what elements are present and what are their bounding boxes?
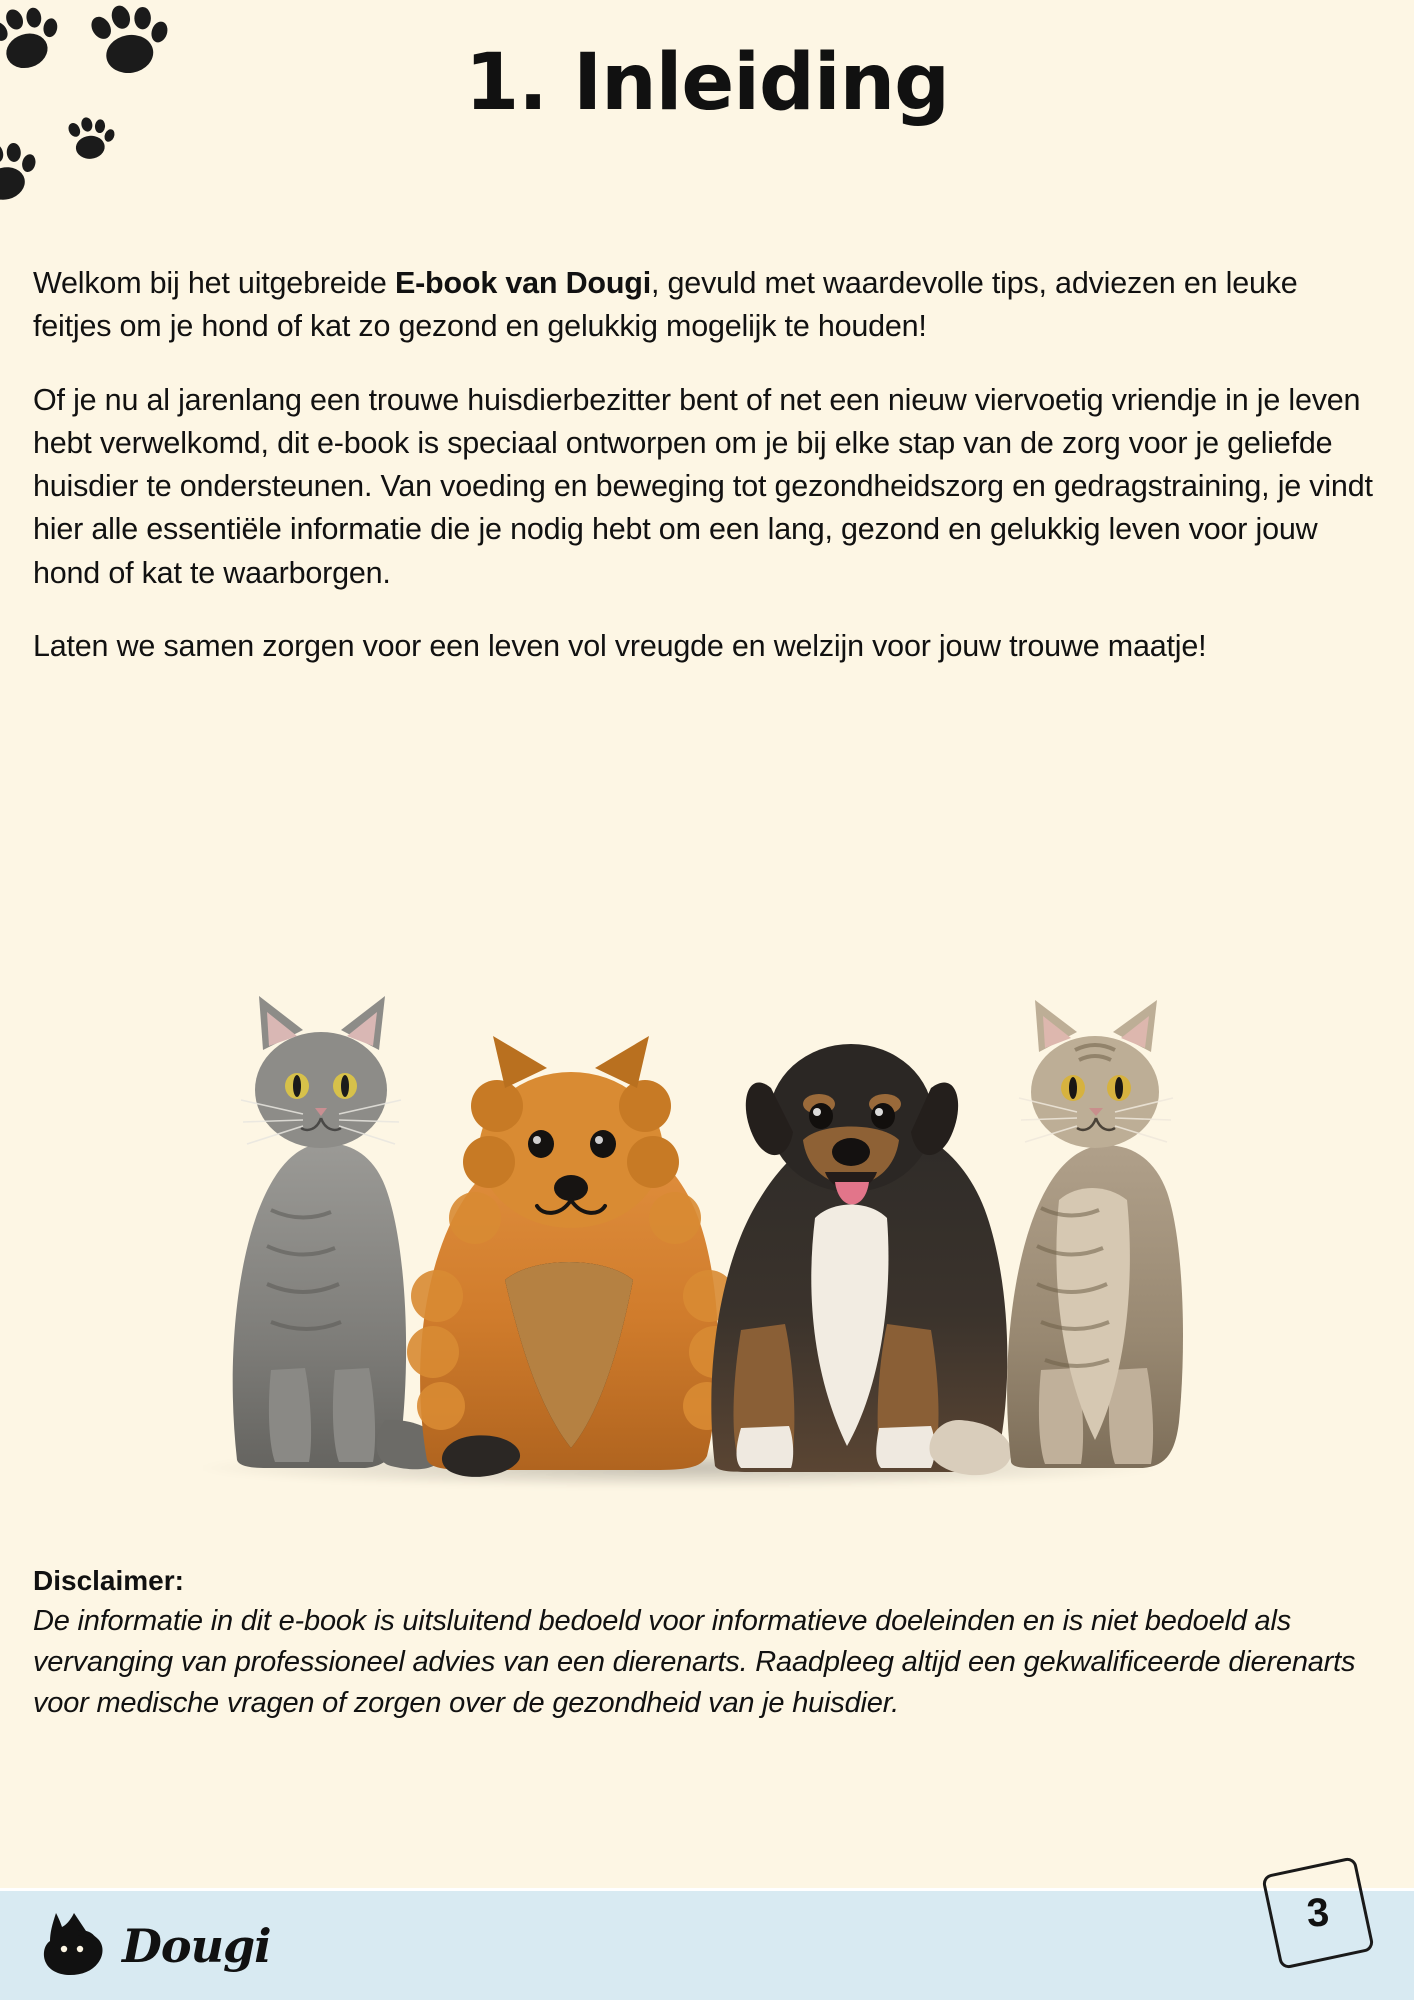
- paragraph-intro-before: Welkom bij het uitgebreide: [33, 266, 395, 300]
- tabby-cat: [1007, 1000, 1183, 1468]
- paragraph-intro: [33, 262, 1383, 349]
- page-number-badge: [1270, 1865, 1366, 1961]
- page-title: 1. Inleiding: [465, 38, 949, 128]
- pets-illustration: [175, 900, 1185, 1500]
- dog-logo-icon: [38, 1905, 116, 1986]
- paragraph-intro-bold: E-book van Dougi: [394, 266, 651, 300]
- disclaimer: [33, 1565, 1363, 1725]
- paragraph-intro-after: , gevuld met waardevolle tips, adviezen en leuke feitjes om je hond of kat zo gezond en gelukkig mogelijk te houden!: [33, 266, 1298, 344]
- body-text: [33, 262, 1383, 668]
- brand: [38, 1905, 271, 1986]
- page-footer: [0, 1888, 1414, 2000]
- disclaimer-text: De informatie in dit e-book is uitsluitend bedoeld voor informatieve doeleinden en is niet bedoeld als vervanging van professioneel advies van een dierenarts. Raadpleeg altijd een gekwalificeerde dierenarts voor medische vragen of zorgen over de gezondheid van je huisdier.: [33, 1605, 1356, 1720]
- page-title-wrap: [0, 38, 1414, 128]
- page-number: 3: [1305, 1889, 1331, 1936]
- paragraph-body: Of je nu al jarenlang een trouwe huisdierbezitter bent of net een nieuw viervoetig vriendje in je leven hebt verwelkomd, dit e-book is speciaal ontworpen om je bij elke stap van de zorg voor je geliefde huisdier te ondersteunen. Van voeding en beweging tot gezondheidszorg en gedragstraining, je vindt hier alle essentiële informatie die je nodig hebt om een lang, gezond en gelukkig leven voor jouw hond of kat te waarborgen.: [33, 382, 1373, 590]
- paragraph-closing: Laten we samen zorgen voor een leven vol vreugde en welzijn voor jouw trouwe maatje!: [33, 629, 1207, 664]
- grey-cat: [233, 996, 442, 1469]
- disclaimer-heading: Disclaimer:: [33, 1565, 184, 1596]
- brand-name: Dougi: [122, 1918, 271, 1973]
- pets-photo: [175, 900, 1185, 1500]
- pomeranian-dog: [407, 1036, 741, 1477]
- shepherd-dog: [711, 1044, 1011, 1475]
